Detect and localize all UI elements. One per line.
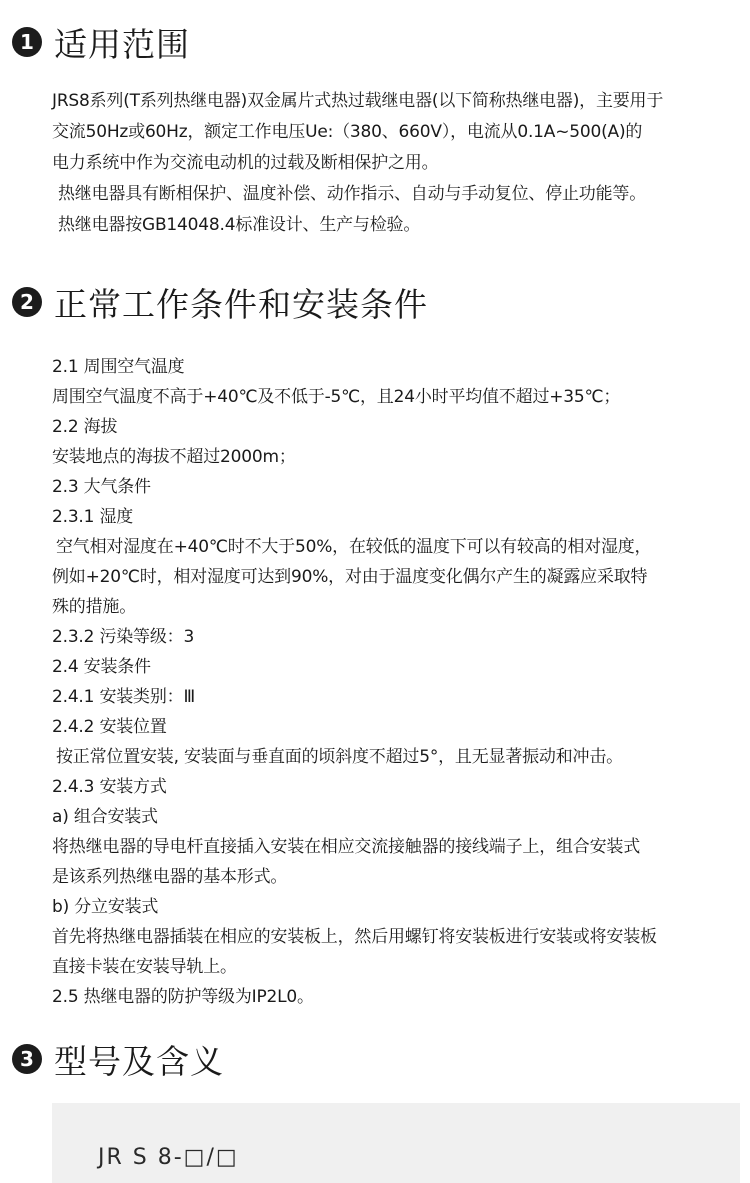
section-1-title: 适用范围 — [54, 24, 190, 64]
paragraph-line: 交流50Hz或60Hz，额定工作电压Ue:（380、660V），电流从0.1A~500(A)的 — [52, 122, 643, 142]
paragraph-line: 例如+20℃时，相对湿度可达到90%，对由于温度变化偶尔产生的凝露应采取特 — [52, 567, 648, 587]
paragraph-line: 安装地点的海拔不超过2000m； — [52, 447, 296, 467]
paragraph-line: 周围空气温度不高于+40℃及不低于-5℃，且24小时平均值不超过+35℃； — [52, 387, 621, 407]
subheading-line: 2.4.2 安装位置 — [52, 717, 167, 737]
section-2-title: 正常工作条件和安装条件 — [54, 284, 428, 324]
paragraph-line: JRS8系列(T系列热继电器)双金属片式热过载继电器(以下简称热继电器)，主要用于 — [52, 91, 664, 111]
subheading-line: 2.3.2 污染等级：3 — [52, 627, 195, 647]
paragraph-line: 热继电器按GB14048.4标准设计、生产与检验。 — [58, 215, 421, 235]
subheading-line: 2.4.1 安装类别：Ⅲ — [52, 687, 195, 707]
section-3-title: 型号及含义 — [54, 1041, 224, 1081]
paragraph-line: 按正常位置安装, 安装面与垂直面的顷斜度不超过5°，且无显著振动和冲击。 — [56, 747, 623, 767]
paragraph-line: 是该系列热继电器的基本形式。 — [52, 867, 288, 887]
paragraph-line: 空气相对湿度在+40℃时不大于50%，在较低的温度下可以有较高的相对湿度， — [56, 537, 652, 557]
section-2-heading — [12, 280, 428, 324]
number-2-badge: 2 — [12, 287, 42, 317]
subheading-line: 2.4.3 安装方式 — [52, 777, 167, 797]
subheading-line: 2.1 周围空气温度 — [52, 357, 185, 377]
subheading-line: 2.3.1 湿度 — [52, 507, 134, 527]
model-code-text: JR S 8-□/□ — [98, 1145, 239, 1170]
section-1-heading — [12, 20, 190, 64]
paragraph-line: 殊的措施。 — [52, 597, 136, 617]
paragraph-line: 直接卡装在安装导轨上。 — [52, 957, 237, 977]
subheading-line: b) 分立安装式 — [52, 897, 159, 917]
model-code-box — [52, 1103, 740, 1183]
subheading-line: 2.4 安装条件 — [52, 657, 151, 677]
subheading-line: 2.3 大气条件 — [52, 477, 151, 497]
paragraph-line: 热继电器具有断相保护、温度补偿、动作指示、自动与手动复位、停止功能等。 — [58, 184, 646, 204]
number-3-badge: 3 — [12, 1044, 42, 1074]
paragraph-line: 将热继电器的导电杆直接插入安装在相应交流接触器的接线端子上，组合安装式 — [52, 837, 640, 857]
number-1-badge: 1 — [12, 27, 42, 57]
subheading-line: a) 组合安装式 — [52, 807, 158, 827]
paragraph-line: 2.5 热继电器的防护等级为IP2L0。 — [52, 987, 314, 1007]
section-3-heading — [12, 1037, 224, 1081]
section-2-body — [52, 352, 742, 1012]
section-1-body — [52, 86, 742, 241]
paragraph-line: 电力系统中作为交流电动机的过载及断相保护之用。 — [52, 153, 439, 173]
paragraph-line: 首先将热继电器插装在相应的安装板上，然后用螺钉将安装板进行安装或将安装板 — [52, 927, 657, 947]
subheading-line: 2.2 海拔 — [52, 417, 118, 437]
